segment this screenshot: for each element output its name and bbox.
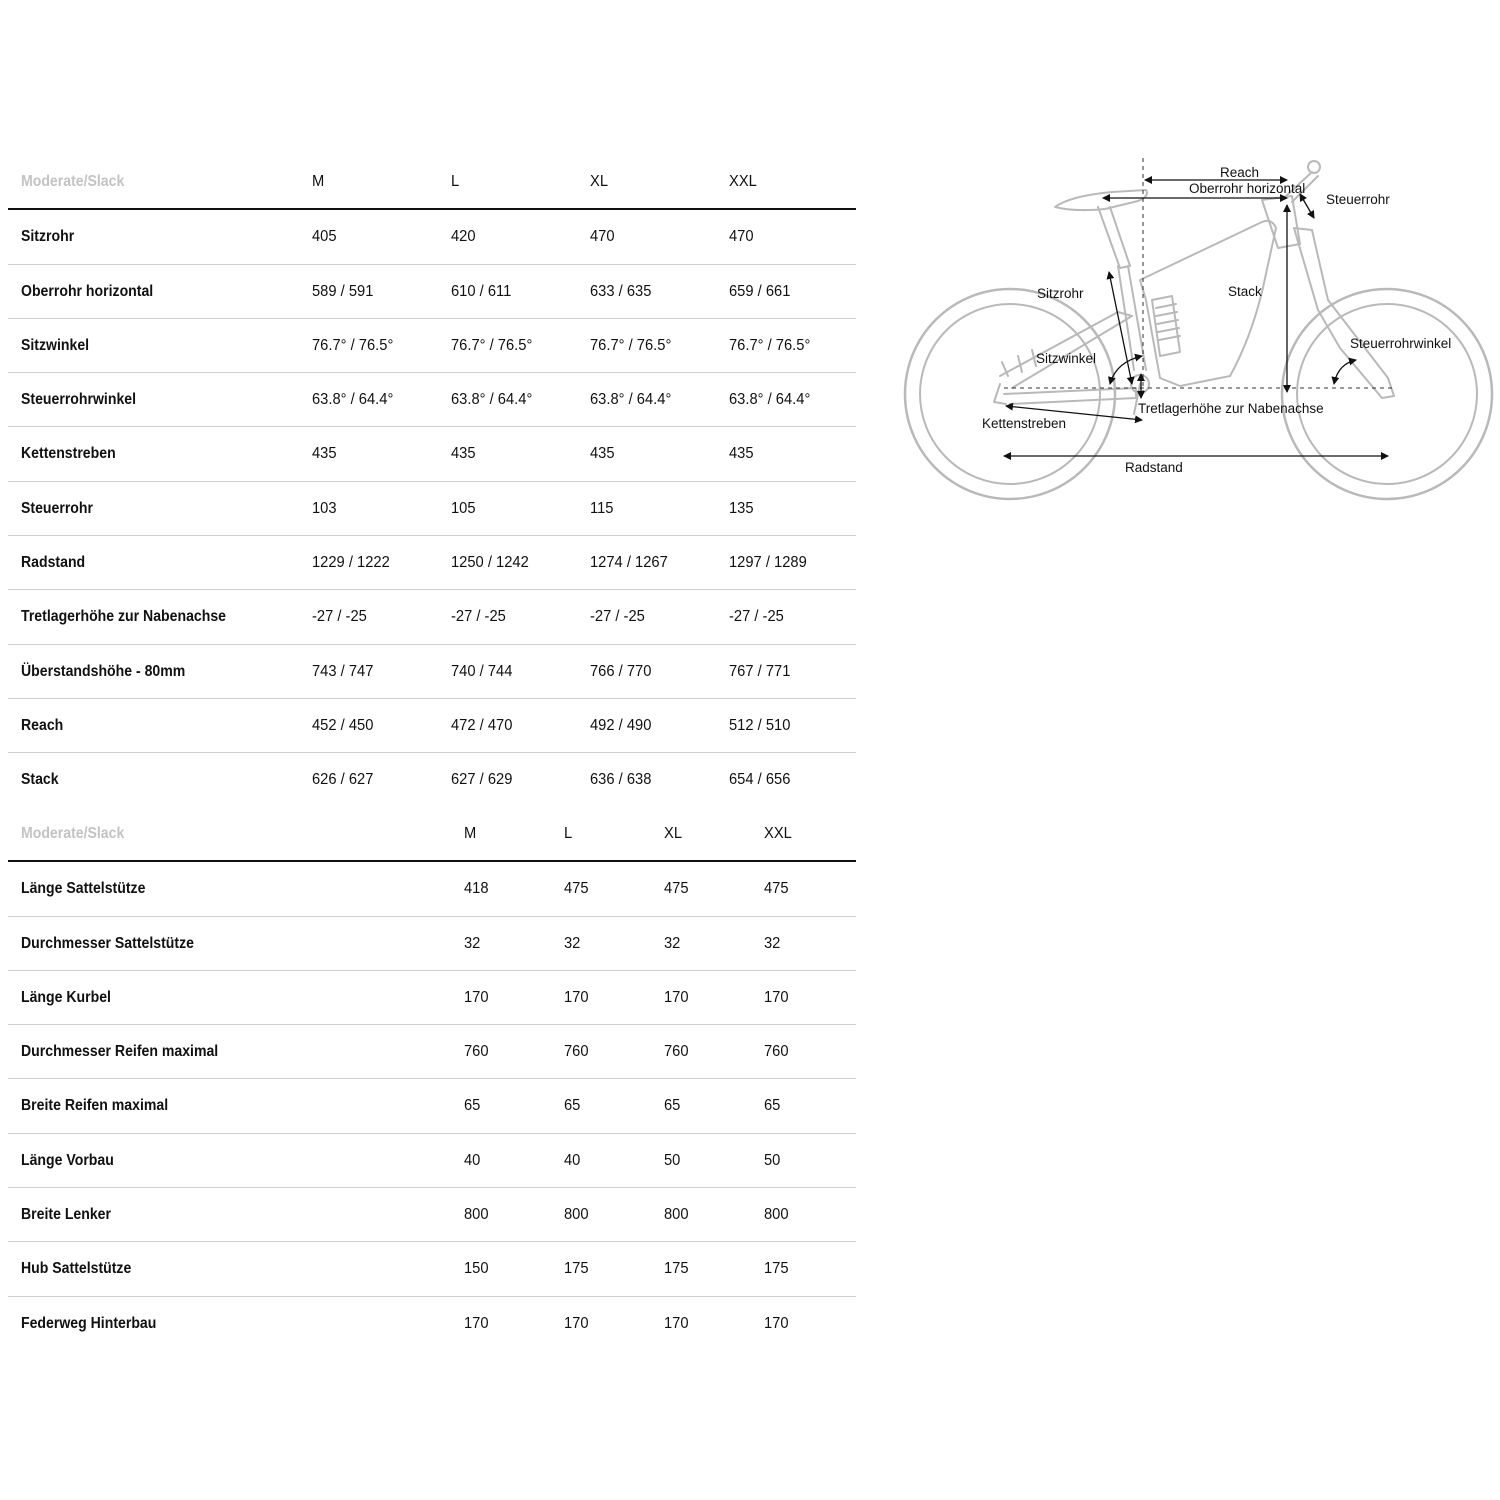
cell-xxl: 65: [764, 1097, 781, 1115]
cell-xxl: 63.8° / 64.4°: [729, 391, 811, 409]
cell-xxl: 760: [764, 1043, 789, 1061]
head-tube-arrow: [1300, 194, 1314, 218]
cell-xl: 63.8° / 64.4°: [590, 391, 672, 409]
cell-m: 743 / 747: [312, 662, 374, 680]
table-row: [8, 1025, 856, 1079]
wheelbase-label: Radstand: [1125, 460, 1183, 475]
cell-l: -27 / -25: [451, 608, 506, 626]
cell-xl: 633 / 635: [590, 282, 652, 300]
cell-m: 32: [464, 934, 481, 952]
cell-xxl: 767 / 771: [729, 662, 791, 680]
cell-xxl: 76.7° / 76.5°: [729, 336, 811, 354]
cell-m: 65: [464, 1097, 481, 1115]
size-header-xxl: XXL: [729, 173, 757, 190]
cell-m: 63.8° / 64.4°: [312, 391, 394, 409]
cell-l: 175: [564, 1260, 589, 1278]
cell-xxl: 435: [729, 445, 754, 463]
cell-xxl: 135: [729, 499, 754, 517]
cell-l: 76.7° / 76.5°: [451, 336, 533, 354]
bike-geometry-diagram: [895, 150, 1500, 510]
section-label: Moderate/Slack: [21, 173, 125, 190]
cell-xxl: -27 / -25: [729, 608, 784, 626]
size-header-xl: XL: [590, 173, 609, 190]
cell-l: 170: [564, 1314, 589, 1332]
cell-m: 170: [464, 988, 489, 1006]
cell-xl: 475: [664, 880, 689, 898]
cell-l: 63.8° / 64.4°: [451, 391, 533, 409]
cell-xxl: 170: [764, 988, 789, 1006]
row-label: Durchmesser Reifen maximal: [21, 1043, 219, 1061]
cell-xxl: 800: [764, 1206, 789, 1224]
table-row: [8, 753, 856, 806]
cell-m: 76.7° / 76.5°: [312, 336, 394, 354]
row-label: Breite Lenker: [21, 1206, 111, 1224]
row-label: Reach: [21, 716, 64, 734]
cell-m: 418: [464, 880, 489, 898]
cell-xl: 50: [664, 1151, 681, 1169]
row-label: Kettenstreben: [21, 445, 116, 463]
cell-m: -27 / -25: [312, 608, 367, 626]
cell-xl: 170: [664, 1314, 689, 1332]
cell-m: 760: [464, 1043, 489, 1061]
section-label: Moderate/Slack: [21, 825, 125, 842]
row-label: Länge Vorbau: [21, 1151, 114, 1169]
chainstay-label: Kettenstreben: [982, 416, 1067, 431]
table-row: [8, 1297, 856, 1350]
table-row: [8, 699, 856, 753]
row-label: Breite Reifen maximal: [21, 1097, 169, 1115]
size-header-l: L: [451, 173, 460, 190]
cell-l: 1250 / 1242: [451, 554, 529, 572]
cell-xl: 1274 / 1267: [590, 554, 668, 572]
cell-xxl: 512 / 510: [729, 716, 791, 734]
cell-l: 475: [564, 880, 589, 898]
cell-xl: 435: [590, 445, 615, 463]
size-header-m: M: [464, 825, 477, 842]
row-label: Sitzwinkel: [21, 336, 90, 354]
cell-l: 32: [564, 934, 581, 952]
cell-xl: 115: [590, 499, 614, 517]
size-header-m: M: [312, 173, 325, 190]
table-row: [8, 1242, 856, 1296]
table-row: [8, 482, 856, 536]
head-angle-label: Steuerrohrwinkel: [1350, 336, 1452, 351]
cell-m: 170: [464, 1314, 489, 1332]
cell-m: 150: [464, 1260, 489, 1278]
components-table-header: [8, 807, 856, 862]
row-label: Länge Kurbel: [21, 988, 111, 1006]
head-tube-label: Steuerrohr: [1326, 192, 1390, 207]
row-label: Oberrohr horizontal: [21, 282, 154, 300]
table-row: [8, 536, 856, 590]
cell-l: 610 / 611: [451, 282, 512, 300]
cell-m: 1229 / 1222: [312, 554, 390, 572]
cell-l: 420: [451, 228, 476, 246]
cell-xl: 636 / 638: [590, 771, 652, 789]
cell-xxl: 175: [764, 1260, 789, 1278]
cell-m: 589 / 591: [312, 282, 374, 300]
cell-l: 472 / 470: [451, 716, 513, 734]
table-row: [8, 1079, 856, 1133]
cell-xxl: 470: [729, 228, 754, 246]
table-row: [8, 265, 856, 319]
cell-xxl: 475: [764, 880, 789, 898]
row-label: Hub Sattelstütze: [21, 1260, 132, 1278]
size-header-xxl: XXL: [764, 825, 792, 842]
geometry-table: [8, 155, 856, 807]
row-label: Steuerrohr: [21, 499, 93, 517]
row-label: Stack: [21, 771, 59, 789]
cell-m: 435: [312, 445, 337, 463]
cell-xl: 65: [664, 1097, 681, 1115]
table-row: [8, 590, 856, 644]
cell-l: 105: [451, 499, 476, 517]
cell-xxl: 170: [764, 1314, 789, 1332]
stack-label: Stack: [1228, 284, 1262, 299]
cell-xxl: 659 / 661: [729, 282, 791, 300]
row-label: Tretlagerhöhe zur Nabenachse: [21, 608, 227, 626]
cell-m: 800: [464, 1206, 489, 1224]
cell-xl: 470: [590, 228, 615, 246]
cell-xl: 760: [664, 1043, 689, 1061]
cell-xxl: 50: [764, 1151, 781, 1169]
top-tube-label: Oberrohr horizontal: [1189, 181, 1306, 196]
table-row: [8, 210, 856, 264]
table-row: [8, 1134, 856, 1188]
row-label: Federweg Hinterbau: [21, 1314, 157, 1332]
cell-l: 760: [564, 1043, 589, 1061]
cell-xxl: 32: [764, 934, 781, 952]
cell-m: 626 / 627: [312, 771, 374, 789]
cell-l: 627 / 629: [451, 771, 513, 789]
cell-xl: 32: [664, 934, 681, 952]
cell-m: 405: [312, 228, 337, 246]
reach-label: Reach: [1220, 165, 1260, 180]
size-header-l: L: [564, 825, 573, 842]
bb-drop-label: Tretlagerhöhe zur Nabenachse: [1138, 401, 1324, 416]
seat-tube-label: Sitzrohr: [1037, 286, 1084, 301]
cell-xl: 766 / 770: [590, 662, 652, 680]
table-row: [8, 971, 856, 1025]
table-row: [8, 319, 856, 373]
cell-xxl: 1297 / 1289: [729, 554, 807, 572]
front-wheel: [1282, 289, 1492, 499]
cell-xl: 170: [664, 988, 689, 1006]
cell-l: 740 / 744: [451, 662, 513, 680]
table-row: [8, 862, 856, 916]
table-row: [8, 427, 856, 481]
cell-m: 452 / 450: [312, 716, 374, 734]
cell-l: 435: [451, 445, 476, 463]
geometry-table-header: [8, 155, 856, 210]
seat-angle-label: Sitzwinkel: [1036, 351, 1097, 366]
row-label: Radstand: [21, 554, 86, 572]
cell-m: 103: [312, 499, 337, 517]
table-row: [8, 917, 856, 971]
cell-xxl: 654 / 656: [729, 771, 791, 789]
table-row: [8, 1188, 856, 1242]
cell-xl: 175: [664, 1260, 689, 1278]
row-label: Länge Sattelstütze: [21, 880, 146, 898]
table-row: [8, 373, 856, 427]
components-table: [8, 807, 856, 1350]
cell-xl: 76.7° / 76.5°: [590, 336, 672, 354]
row-label: Durchmesser Sattelstütze: [21, 934, 194, 952]
cell-l: 65: [564, 1097, 581, 1115]
cell-l: 40: [564, 1151, 581, 1169]
row-label: Sitzrohr: [21, 228, 75, 246]
table-row: [8, 645, 856, 699]
cell-m: 40: [464, 1151, 481, 1169]
cell-l: 170: [564, 988, 589, 1006]
cell-xl: -27 / -25: [590, 608, 645, 626]
cell-xl: 492 / 490: [590, 716, 652, 734]
row-label: Steuerrohrwinkel: [21, 391, 137, 409]
cell-l: 800: [564, 1206, 589, 1224]
cell-xl: 800: [664, 1206, 689, 1224]
row-label: Überstandshöhe - 80mm: [21, 662, 186, 680]
size-header-xl: XL: [664, 825, 683, 842]
